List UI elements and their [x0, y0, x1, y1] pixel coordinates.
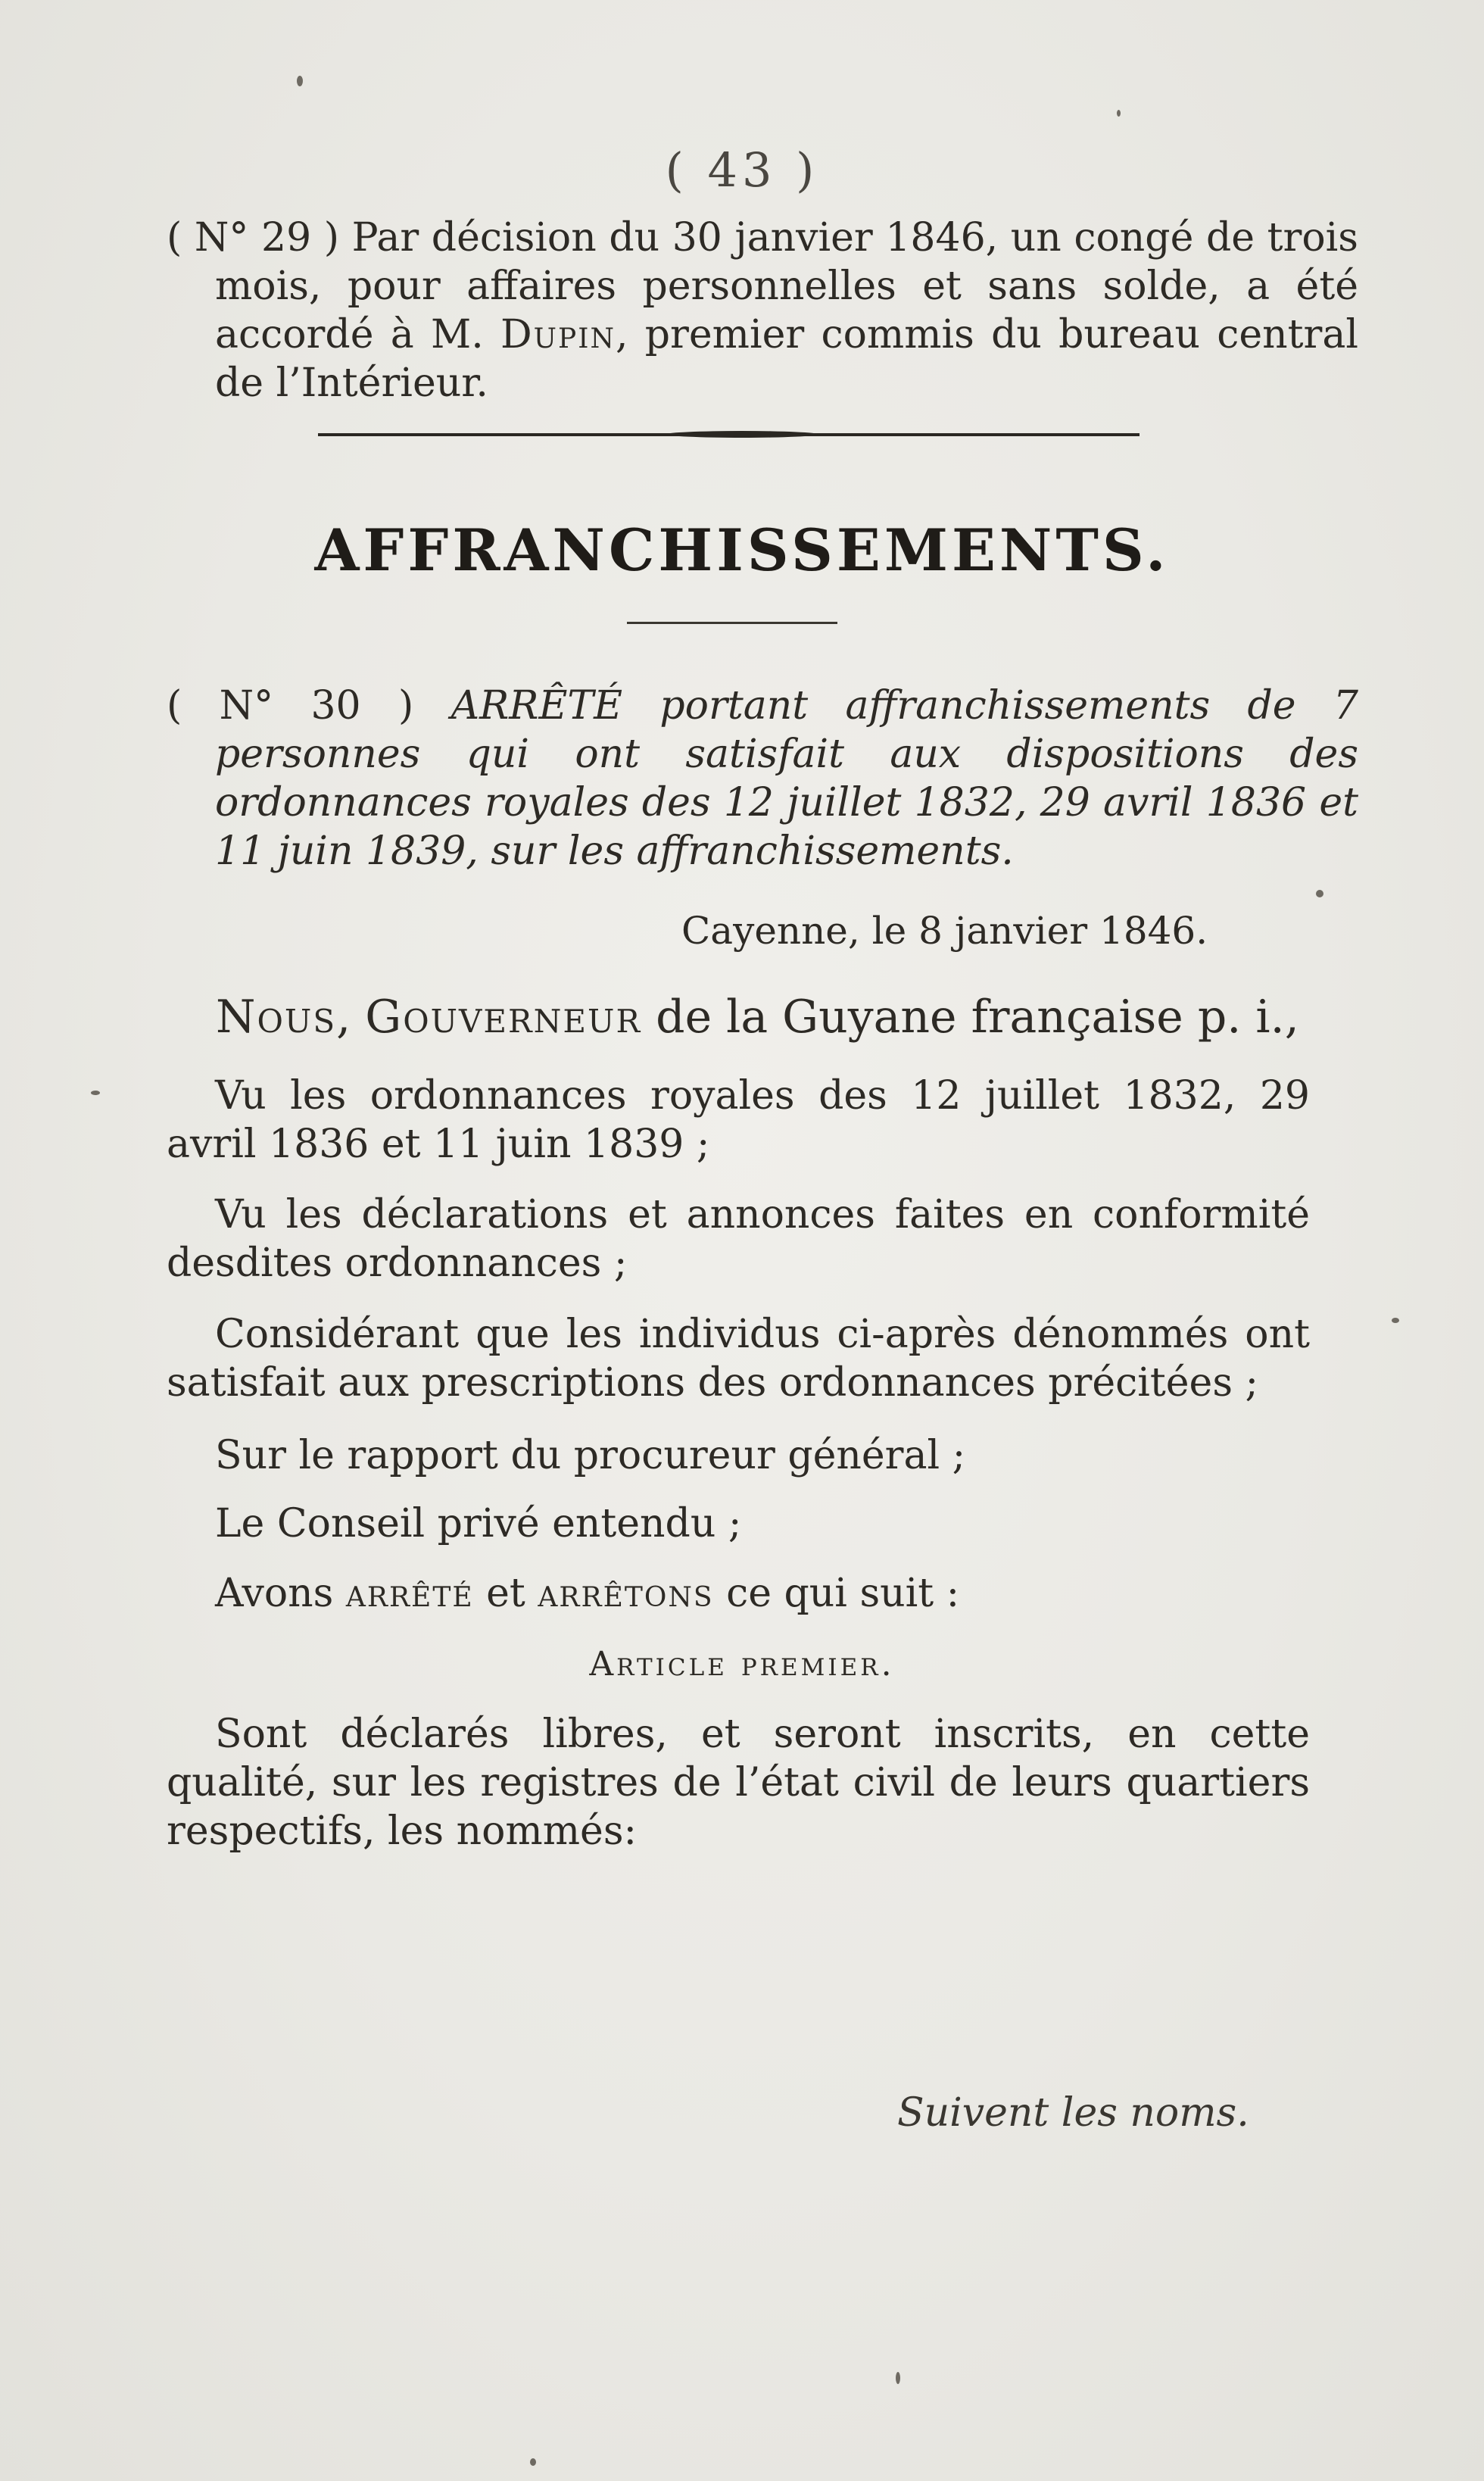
page-number: ( 43 ) [665, 142, 819, 198]
paper-speck [896, 2372, 900, 2384]
notice-30-title: ARRÊTÉ portant affranchissements de 7 personnes qui ont satisfait aux dispositions des ordonnances royales des 12 juillet 1832, 29 avril 1836 et 11 juin 1839, sur les affranchissements. [215, 683, 1358, 874]
decree-avons: Avons [215, 1571, 334, 1616]
heading-underline [627, 622, 837, 624]
decree-et: et [486, 1571, 525, 1616]
consideration-5: Le Conseil privé entendu ; [215, 1501, 742, 1546]
paper-speck [91, 1091, 100, 1095]
notice-30-number: ( N° 30 ) [167, 683, 414, 729]
consideration-2: Vu les déclarations et annonces faites en conformité desdites ordonnances ; [167, 1192, 1310, 1286]
paper-speck [297, 76, 303, 86]
notice-29-text: Par décision du 30 janvier 1846, un congé de trois mois, pour affaires personnelles et sans solde, a été accordé à M. [215, 215, 1358, 357]
closing-line: Suivent les noms. [897, 2090, 1249, 2136]
notice-29-text-end: , premier commis du bureau central de l’Intérieur. [215, 312, 1359, 406]
consideration-3: Considérant que les individus ci-après dénommés ont satisfait aux prescriptions des ordonnances précitées ; [167, 1312, 1310, 1406]
section-heading: AFFRANCHISSEMENTS. [314, 516, 1170, 584]
decree-line [167, 1569, 1310, 1618]
consideration-1: Vu les ordonnances royales des 12 juillet 1832, 29 avril 1836 et 11 juin 1839 ; [167, 1073, 1310, 1167]
section-divider-ornament [666, 431, 818, 438]
paper-speck [1117, 110, 1121, 117]
preamble-gouverneur: Gouverneur [365, 991, 642, 1044]
preamble: Nous, Gouverneur de la Guyane française p. i., [216, 991, 1299, 1044]
consideration-4: Sur le rapport du procureur général ; [215, 1433, 966, 1478]
notice-30 [167, 682, 1358, 875]
preamble-nous: Nous [216, 991, 337, 1044]
decree-arrete: arrêté [345, 1571, 474, 1616]
decree-arretons: arrêtons [538, 1571, 714, 1616]
dateline: Cayenne, le 8 janvier 1846. [681, 909, 1208, 953]
notice-29-name: Dupin [500, 312, 616, 357]
paper-speck [530, 2458, 536, 2466]
notice-29 [167, 214, 1358, 407]
decree-suit: ce qui suit : [726, 1571, 960, 1616]
notice-29-number: ( N° 29 ) [167, 215, 340, 261]
article-text: Sont déclarés libres, et seront inscrits, en cette qualité, sur les registres de l’état civil de leurs quartiers respectifs, les nommés: [167, 1712, 1310, 1854]
paper-speck [1392, 1318, 1399, 1323]
article-heading: Article premier. [589, 1645, 895, 1684]
preamble-rest: de la Guyane française p. i., [656, 991, 1299, 1044]
paper-speck [1316, 890, 1323, 897]
